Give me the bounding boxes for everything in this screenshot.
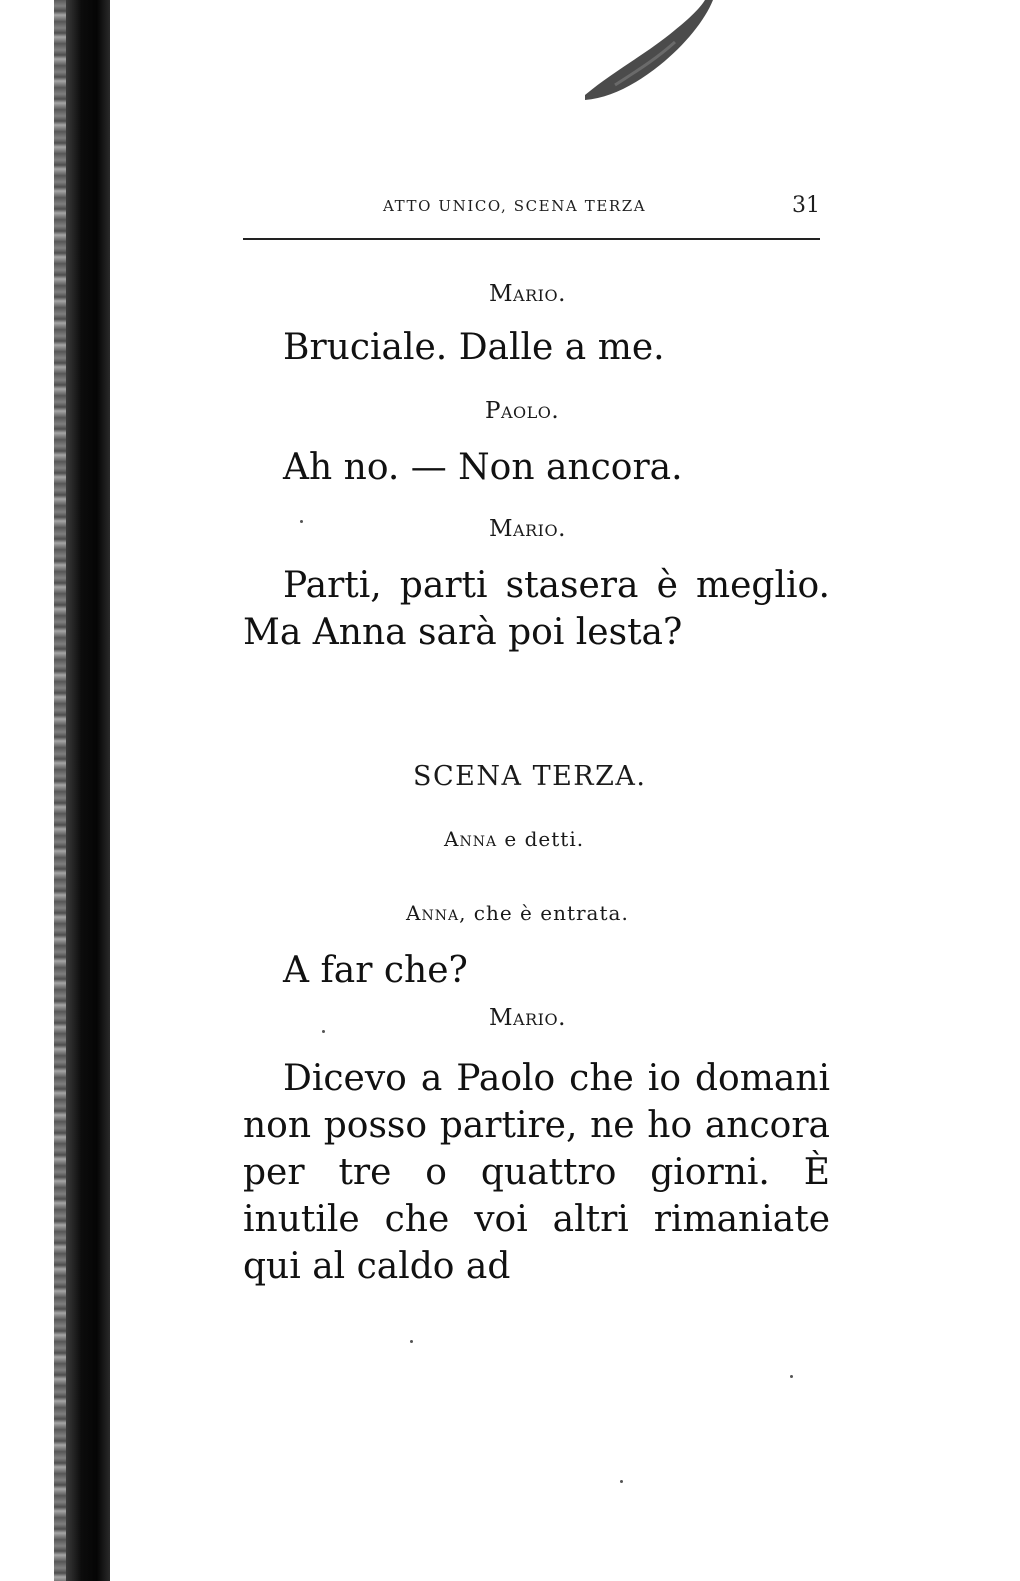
header-rule bbox=[243, 238, 820, 240]
characters-remark: e detti. bbox=[497, 827, 585, 851]
paper-speckle bbox=[322, 1030, 325, 1033]
paper-speckle bbox=[410, 1340, 413, 1343]
character-name: Anna bbox=[444, 827, 498, 851]
speaker-label: Mario. bbox=[489, 1005, 566, 1031]
speaker-label: Mario. bbox=[489, 516, 566, 542]
dialogue-line: A far che? bbox=[283, 950, 468, 991]
speaker-with-direction bbox=[406, 901, 629, 925]
paper-speckle bbox=[790, 1375, 793, 1378]
paper-speckle bbox=[620, 1480, 623, 1483]
dialogue-line: Ah no. — Non ancora. bbox=[283, 447, 683, 488]
speaker-label: Mario. bbox=[489, 281, 566, 307]
running-header bbox=[243, 193, 820, 223]
scene-characters bbox=[444, 827, 584, 851]
book-spine-shadow bbox=[66, 0, 110, 1581]
scene-title: SCENA TERZA. bbox=[413, 761, 647, 792]
page-number: 31 bbox=[792, 193, 820, 218]
dialogue-paragraph: Parti, parti stasera è meglio. Ma Anna sarà poi lesta? bbox=[243, 565, 830, 653]
running-title: ATTO UNICO, SCENA TERZA bbox=[383, 197, 647, 215]
dialogue-line: Bruciale. Dalle a me. bbox=[283, 327, 665, 368]
paper-speckle bbox=[300, 520, 303, 523]
speaker-label: Paolo. bbox=[485, 398, 560, 424]
stage-direction: , che è entrata. bbox=[459, 901, 629, 925]
speaker-name: Anna bbox=[406, 901, 460, 925]
ink-smudge-mark bbox=[575, 0, 715, 105]
dialogue-paragraph: Dicevo a Paolo che io domani non posso partire, ne ho ancora per tre o quattro giorni. È inutile che voi altri rimaniate qui al caldo ad bbox=[243, 1058, 830, 1287]
